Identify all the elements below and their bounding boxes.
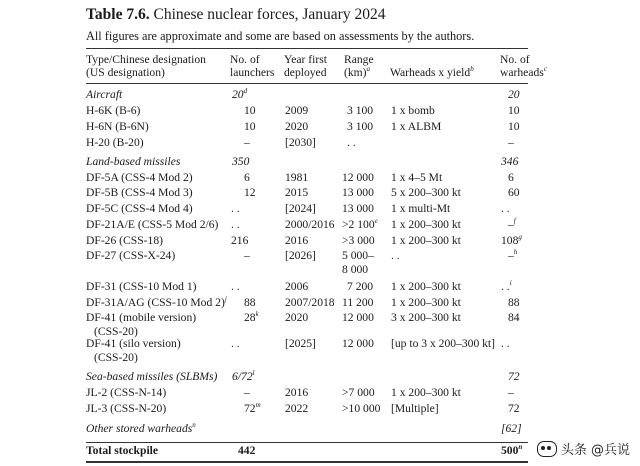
watermark-text: 头条 @兵说 xyxy=(560,443,630,458)
cell-launchers xyxy=(244,311,259,324)
cell-type-note: j xyxy=(224,295,227,304)
cell-warheads xyxy=(391,249,400,262)
cell-year xyxy=(285,202,316,215)
cell-warheads-value: 1 x 200–300 kt xyxy=(391,280,461,293)
cell-warheads-value: 1 x 200–300 kt xyxy=(391,296,461,309)
cell-launchers-value: – xyxy=(244,386,250,399)
cell-warheads xyxy=(391,171,442,184)
cell-range-note: e xyxy=(374,217,378,226)
cell-warheads xyxy=(391,218,461,231)
cell-launchers-value: 6/72 xyxy=(232,370,253,383)
cell-num xyxy=(508,120,520,133)
cell-num-value: 84 xyxy=(508,311,520,324)
header-range-note: a xyxy=(366,64,371,73)
cell-launchers xyxy=(244,171,250,184)
header-type-line2: (US designation) xyxy=(86,65,165,79)
cell-range-value: 12 000 xyxy=(342,171,374,184)
cell-year-value: 2015 xyxy=(285,186,309,199)
cell-launchers-value: 10 xyxy=(244,104,256,117)
cell-type-value: H-20 (B-20) xyxy=(86,136,144,149)
cell-type xyxy=(86,155,180,168)
cell-range-value: 12 000 xyxy=(342,337,374,350)
cell-launchers xyxy=(244,249,250,262)
cell-year xyxy=(285,136,316,149)
cell-launchers-value: . . xyxy=(231,280,240,293)
cell-launchers-value: . . xyxy=(231,218,240,231)
table-row xyxy=(0,248,640,276)
cell-year-value: [2024] xyxy=(285,202,316,215)
cell-num-value: – xyxy=(508,136,514,149)
cell-range xyxy=(347,280,373,293)
cell-launchers-value: 72 xyxy=(244,402,256,415)
cell-type xyxy=(86,88,122,101)
cell-num-note: i xyxy=(509,279,512,288)
table-row xyxy=(0,155,640,170)
cell-num xyxy=(501,422,522,435)
table-row xyxy=(0,280,640,295)
header-warheads-note: b xyxy=(470,65,474,74)
cell-num xyxy=(508,104,520,117)
cell-type xyxy=(86,120,149,133)
cell-range-value: >10 000 xyxy=(342,402,381,415)
cell-range-value: 7 200 xyxy=(347,280,374,293)
cell-warheads-value: 1 x 200–300 kt xyxy=(391,386,461,399)
cell-num-value: 346 xyxy=(501,155,519,168)
header-year-line1: Year first xyxy=(284,53,327,66)
cell-range xyxy=(342,218,378,231)
cell-warheads-value: 1 x 4–5 Mt xyxy=(391,171,443,184)
cell-range xyxy=(342,386,375,399)
cell-type xyxy=(86,422,196,435)
cell-launchers xyxy=(244,136,250,149)
cell-range xyxy=(347,136,356,149)
cell-num-value: 60 xyxy=(508,186,520,199)
cell-year xyxy=(285,280,308,293)
cell-year-value: 2022 xyxy=(285,402,309,415)
table-row xyxy=(0,120,640,135)
header-launchers-line2: launchers xyxy=(230,65,275,79)
cell-range xyxy=(342,249,374,276)
cell-range-value: 3 100 xyxy=(347,120,374,133)
cell-range-value: 3 100 xyxy=(347,104,374,117)
cell-num xyxy=(508,136,514,149)
cell-type xyxy=(86,186,193,199)
cell-num-value: – xyxy=(508,386,514,399)
header-numwarheads-note: c xyxy=(543,64,547,73)
table-row xyxy=(0,337,640,364)
cell-warheads-value: . . xyxy=(391,249,400,262)
cell-range-value: 12 000 xyxy=(342,311,374,324)
cell-type xyxy=(86,202,193,215)
cell-num xyxy=(508,386,514,399)
cell-launchers-value: . . xyxy=(231,202,240,215)
cell-type xyxy=(86,296,227,309)
cell-year xyxy=(285,171,308,184)
cell-type xyxy=(86,104,140,117)
cell-type-line2: (CSS-20) xyxy=(94,351,138,364)
cell-warheads-value: 3 x 200–300 kt xyxy=(391,311,461,324)
cell-launchers-value: 12 xyxy=(244,186,256,199)
cell-warheads xyxy=(391,337,495,350)
table-row xyxy=(0,218,640,233)
cell-year xyxy=(285,120,308,133)
cell-year-value: 2009 xyxy=(285,104,309,117)
cell-num xyxy=(508,171,514,184)
cell-num-note: g xyxy=(518,233,522,242)
cell-warheads xyxy=(391,386,461,399)
cell-launchers xyxy=(244,296,256,309)
cell-range-line2: 8 000 xyxy=(342,263,369,276)
cell-type-value: DF-5B (CSS-4 Mod 3) xyxy=(86,186,193,199)
cell-year-value: 2016 xyxy=(285,234,309,247)
cell-warheads-value: 1 x ALBM xyxy=(391,120,442,133)
cell-num xyxy=(508,311,520,324)
cell-type-value: DF-26 (CSS-18) xyxy=(86,234,163,247)
cell-num-value: . . xyxy=(501,337,510,350)
table-row xyxy=(0,136,640,151)
cell-year-value: 1981 xyxy=(285,171,309,184)
cell-type-value: DF-21A/E (CSS-5 Mod 2/6) xyxy=(86,218,219,231)
table-title xyxy=(86,6,385,24)
header-warheads-text: Warheads x yield xyxy=(390,66,471,79)
header-type xyxy=(86,54,206,79)
cell-type-value: JL-2 (CSS-N-14) xyxy=(86,386,167,399)
cell-year-value: 2007/2018 xyxy=(285,296,335,309)
cell-type-line2: (CSS-20) xyxy=(94,325,138,338)
table-row xyxy=(0,186,640,201)
cell-type-value: DF-5C (CSS-4 Mod 4) xyxy=(86,202,193,215)
table-row xyxy=(0,104,640,119)
cell-num-note: f xyxy=(513,217,516,226)
cell-num-value: 10 xyxy=(508,104,520,117)
cell-launchers-value: 6 xyxy=(244,171,250,184)
cell-warheads xyxy=(391,402,439,415)
cell-launchers-note: m xyxy=(255,401,261,410)
table-row xyxy=(0,402,640,417)
cell-type-value: JL-3 (CSS-N-20) xyxy=(86,402,167,415)
table-row xyxy=(0,171,640,186)
cell-year-value: 2020 xyxy=(285,120,309,133)
header-numwarheads-line1: No. of xyxy=(500,53,530,66)
table-row xyxy=(0,296,640,311)
cell-num xyxy=(508,370,520,383)
cell-warheads xyxy=(391,296,461,309)
cell-launchers-note: l xyxy=(252,369,255,378)
cell-range-value: >3 000 xyxy=(342,234,375,247)
cell-launchers xyxy=(231,337,240,350)
cell-num-value: 108 xyxy=(501,234,519,247)
cell-type xyxy=(86,402,166,415)
cell-launchers xyxy=(231,202,240,215)
cell-num-value: 10 xyxy=(508,120,520,133)
cell-year xyxy=(285,311,308,324)
cell-type xyxy=(86,280,196,293)
cell-range xyxy=(347,120,373,133)
cell-num xyxy=(501,234,522,247)
cell-range-value: >7 000 xyxy=(342,386,375,399)
chat-icon xyxy=(537,441,557,457)
cell-num-value: – xyxy=(508,249,514,262)
cell-range xyxy=(342,402,380,415)
cell-range xyxy=(342,186,374,199)
cell-launchers xyxy=(231,218,240,231)
cell-year xyxy=(285,218,335,231)
total-warheads-value: 500 xyxy=(501,444,519,457)
cell-warheads-value: 5 x 200–300 kt xyxy=(391,186,461,199)
cell-range-value: . . xyxy=(347,136,356,149)
cell-year-value: 2000/2016 xyxy=(285,218,335,231)
cell-warheads xyxy=(391,311,461,324)
watermark xyxy=(537,439,630,458)
header-launchers-line1: No. of xyxy=(230,53,260,66)
cell-num xyxy=(508,249,517,262)
cell-num xyxy=(508,218,516,231)
cell-num xyxy=(501,155,518,168)
cell-type xyxy=(86,136,144,149)
cell-warheads xyxy=(391,120,441,133)
top-rule xyxy=(86,48,528,49)
cell-type-note: n xyxy=(192,421,196,430)
cell-launchers-value: 350 xyxy=(232,155,250,168)
cell-launchers-value: – xyxy=(244,136,250,149)
header-rule xyxy=(86,83,528,84)
table-row xyxy=(0,386,640,401)
table-row xyxy=(0,370,640,385)
header-year-line2: deployed xyxy=(284,65,327,79)
cell-launchers xyxy=(231,280,240,293)
cell-warheads-value: 1 x bomb xyxy=(391,104,435,117)
cell-type-value: DF-41 (silo version) xyxy=(86,337,181,350)
cell-num-value: 20 xyxy=(508,88,520,101)
cell-warheads xyxy=(391,186,461,199)
cell-year xyxy=(285,296,335,309)
cell-warheads-value: [up to 3 x 200–300 kt] xyxy=(391,337,496,350)
cell-type-value: H-6N (B-6N) xyxy=(86,120,149,133)
cell-year xyxy=(285,104,308,117)
cell-range xyxy=(342,171,374,184)
cell-num-value: 88 xyxy=(508,296,520,309)
cell-launchers-value: 216 xyxy=(231,234,249,247)
cell-launchers-value: 10 xyxy=(244,120,256,133)
cell-num xyxy=(508,402,520,415)
table-row xyxy=(0,88,640,103)
header-type-line1: Type/Chinese designation xyxy=(86,53,206,66)
cell-type-value: Land-based missiles xyxy=(86,155,181,168)
cell-launchers xyxy=(244,386,250,399)
cell-num-value: 72 xyxy=(508,402,520,415)
table-row xyxy=(0,234,640,249)
header-year xyxy=(284,54,327,79)
cell-type xyxy=(86,370,217,383)
cell-warheads-value: [Multiple] xyxy=(391,402,439,415)
cell-type xyxy=(86,249,175,262)
cell-year-value: [2025] xyxy=(285,337,316,350)
table-title-text: Chinese nuclear forces, January 2024 xyxy=(153,6,386,23)
cell-num-value: – xyxy=(508,218,514,231)
cell-type xyxy=(86,171,193,184)
cell-range xyxy=(342,296,373,309)
cell-year xyxy=(285,337,316,350)
cell-launchers-note: d xyxy=(243,87,248,96)
header-warheads xyxy=(390,67,474,80)
table-row xyxy=(0,310,640,338)
cell-type xyxy=(86,337,181,364)
cell-num-note: h xyxy=(513,248,518,257)
total-launchers: 442 xyxy=(238,444,256,457)
cell-type xyxy=(86,386,166,399)
header-range-line1: Range xyxy=(344,53,374,66)
cell-warheads-value: 1 x 200–300 kt xyxy=(391,218,461,231)
cell-warheads xyxy=(391,202,450,215)
cell-launchers-value: . . xyxy=(231,337,240,350)
cell-type xyxy=(86,311,196,338)
header-range-line2: (km) xyxy=(344,65,367,79)
cell-num xyxy=(508,186,520,199)
cell-range xyxy=(342,311,374,324)
cell-launchers-value: 88 xyxy=(244,296,256,309)
cell-year xyxy=(285,186,308,199)
cell-range-value: 11 200 xyxy=(342,296,374,309)
cell-launchers xyxy=(244,402,261,415)
table-subtitle: All figures are approximate and some are based on assessments by the authors. xyxy=(86,29,475,43)
cell-launchers-value: 20 xyxy=(232,88,244,101)
cell-range-value: 13 000 xyxy=(342,186,374,199)
cell-range-value: 5 000– xyxy=(342,249,374,262)
cell-year xyxy=(285,249,316,262)
cell-warheads-value: 1 x multi-Mt xyxy=(391,202,451,215)
cell-launchers xyxy=(232,370,255,383)
table-row xyxy=(0,422,640,437)
cell-range xyxy=(342,202,374,215)
cell-num xyxy=(508,296,520,309)
cell-num xyxy=(501,337,510,350)
cell-warheads-value: 1 x 200–300 kt xyxy=(391,234,461,247)
cell-type-value: Sea-based missiles (SLBMs) xyxy=(86,370,218,383)
cell-range-value: 13 000 xyxy=(342,202,374,215)
cell-num xyxy=(501,202,510,215)
cell-year xyxy=(285,402,308,415)
cell-type-value: Aircraft xyxy=(86,88,123,101)
cell-type xyxy=(86,218,218,231)
table-label: Table 7.6. xyxy=(86,6,150,23)
cell-num-value: . . xyxy=(501,280,510,293)
cell-type-value: Other stored warheads xyxy=(86,422,193,435)
cell-type-value: DF-27 (CSS-X-24) xyxy=(86,249,176,262)
cell-year-value: [2026] xyxy=(285,249,316,262)
cell-type-value: DF-31A/AG (CSS-10 Mod 2) xyxy=(86,296,225,309)
cell-num-value: . . xyxy=(501,202,510,215)
total-warheads xyxy=(501,444,522,457)
cell-launchers xyxy=(244,120,256,133)
cell-year-value: [2030] xyxy=(285,136,316,149)
total-rule xyxy=(86,442,528,443)
cell-launchers xyxy=(232,88,247,101)
cell-warheads xyxy=(391,280,461,293)
cell-year xyxy=(285,234,308,247)
cell-year xyxy=(285,386,308,399)
header-numwarheads-line2: warheads xyxy=(500,65,544,79)
cell-num-value: 6 xyxy=(508,171,514,184)
header-launchers xyxy=(230,54,274,79)
bottom-rule xyxy=(86,461,528,463)
cell-range xyxy=(342,234,375,247)
total-warheads-note: n xyxy=(518,443,523,452)
header-range xyxy=(344,54,374,79)
cell-type-value: DF-31 (CSS-10 Mod 1) xyxy=(86,280,197,293)
cell-launchers xyxy=(231,234,248,247)
table-row xyxy=(0,202,640,217)
cell-launchers xyxy=(232,155,249,168)
cell-type xyxy=(86,234,163,247)
cell-year-value: 2006 xyxy=(285,280,309,293)
cell-type-value: DF-5A (CSS-4 Mod 2) xyxy=(86,171,193,184)
header-numwarheads xyxy=(500,54,547,79)
cell-year-value: 2016 xyxy=(285,386,309,399)
cell-num-value: 72 xyxy=(508,370,520,383)
cell-launchers-note: k xyxy=(255,310,259,319)
cell-type-value: H-6K (B-6) xyxy=(86,104,141,117)
cell-launchers xyxy=(244,104,256,117)
cell-warheads xyxy=(391,234,461,247)
cell-num xyxy=(501,280,512,293)
cell-num xyxy=(508,88,520,101)
cell-year-value: 2020 xyxy=(285,311,309,324)
cell-launchers xyxy=(244,186,256,199)
cell-warheads xyxy=(391,104,435,117)
cell-launchers-value: – xyxy=(244,249,250,262)
total-label: Total stockpile xyxy=(86,444,159,457)
cell-launchers-value: 28 xyxy=(244,311,256,324)
cell-num-value: [62] xyxy=(501,422,522,435)
cell-range xyxy=(342,337,374,350)
cell-type-value: DF-41 (mobile version) xyxy=(86,311,197,324)
cell-range-value: >2 100 xyxy=(342,218,375,231)
cell-range xyxy=(347,104,373,117)
